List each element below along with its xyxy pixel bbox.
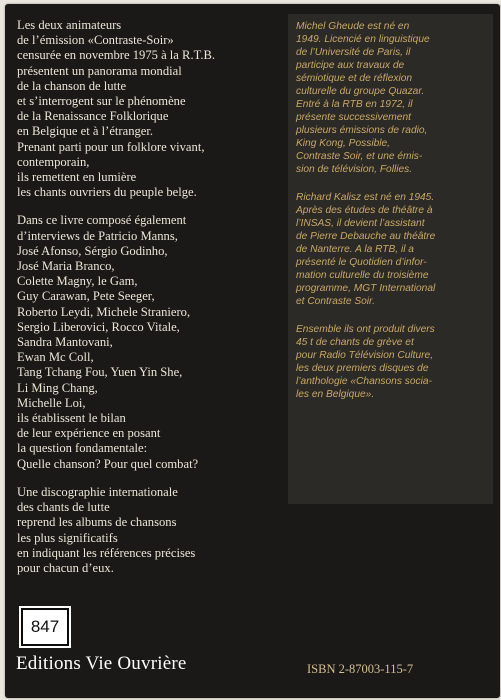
text-line: sion de télévision, Follies. xyxy=(296,164,413,175)
text-line: présenté le Quotidien d’infor- xyxy=(296,257,427,268)
synopsis-paragraph-2 xyxy=(17,213,287,471)
text-line: King Kong, Possible, xyxy=(296,138,391,149)
text-line: l’anthologie «Chansons socia- xyxy=(296,376,432,387)
synopsis-text xyxy=(17,18,287,589)
text-line: contemporain, xyxy=(17,154,90,169)
text-line: reprend les albums de chansons xyxy=(17,515,177,530)
text-line: et s’interrogent sur le phénomène xyxy=(17,94,186,109)
text-line: les en Belgique». xyxy=(296,389,375,400)
text-line: Sergio Liberovici, Rocco Vitale, xyxy=(17,319,180,334)
text-line: Roberto Leydi, Michele Straniero, xyxy=(17,304,191,319)
text-line: en Belgique et à l’étranger. xyxy=(17,124,154,139)
text-line: Dans ce livre composé également xyxy=(17,213,187,228)
text-line: Entré à la RTB en 1972, il xyxy=(296,99,413,110)
text-line: de la Renaissance Folklorique xyxy=(17,109,169,124)
isbn-number: ISBN 2-87003-115-7 xyxy=(307,662,414,676)
text-line: de l’émission «Contraste-Soir» xyxy=(17,33,174,48)
text-line: Li Ming Chang, xyxy=(17,380,98,395)
text-line: Sandra Mantovani, xyxy=(17,335,113,350)
catalog-number-label: 847 xyxy=(21,608,69,646)
bio-paragraph-2 xyxy=(296,191,487,308)
publisher-name: Editions Vie Ouvrière xyxy=(16,653,187,674)
text-line: José Maria Branco, xyxy=(17,259,115,274)
text-line: les plus significatifs xyxy=(17,530,118,545)
text-line: de Nanterre. A la RTB, il a xyxy=(296,244,414,255)
text-line: Une discographie internationale xyxy=(17,484,178,499)
text-line: 45 t de chants de grève et xyxy=(296,337,414,348)
text-line: en indiquant les références précises xyxy=(17,545,196,560)
text-line: sémiotique et de réflexion xyxy=(296,73,413,84)
text-line: Après des études de théâtre à xyxy=(296,205,433,216)
text-line: de l’Université de Paris, il xyxy=(296,47,411,58)
text-line: 1949. Licencié en linguistique xyxy=(296,34,430,45)
text-line: Ensemble ils ont produit divers xyxy=(296,324,435,335)
text-line: Guy Carawan, Pete Seeger, xyxy=(17,289,155,304)
text-line: programme, MGT International xyxy=(296,283,436,294)
text-line: d’interviews de Patricio Manns, xyxy=(17,228,178,243)
text-line: et Contraste Soir. xyxy=(296,296,375,307)
text-line: Michelle Loi, xyxy=(17,395,86,410)
book-back-cover xyxy=(5,4,500,698)
text-line: les chants ouvriers du peuple belge. xyxy=(17,185,197,200)
text-line: Ewan Mc Coll, xyxy=(17,350,94,365)
text-line: l’INSAS, il devient l’assistant xyxy=(296,218,425,229)
text-line: culturelle du groupe Quazar. xyxy=(296,86,425,97)
text-line: de la chanson de lutte xyxy=(17,78,127,93)
text-line: pour chacun d’eux. xyxy=(17,560,114,575)
text-line: mation culturelle du troisième xyxy=(296,270,429,281)
text-line: Tang Tchang Fou, Yuen Yin She, xyxy=(17,365,183,380)
text-line: Prenant parti pour un folklore vivant, xyxy=(17,139,205,154)
text-line: présente successivement xyxy=(296,112,411,123)
text-line: José Afonso, Sérgio Godinho, xyxy=(17,243,168,258)
synopsis-paragraph-1 xyxy=(17,18,287,200)
text-line: les deux premiers disques de xyxy=(296,363,429,374)
text-line: de Pierre Debauche au théâtre xyxy=(296,231,436,242)
text-line: Colette Magny, le Gam, xyxy=(17,274,138,289)
text-line: la question fondamentale: xyxy=(17,441,148,456)
text-line: de leur expérience en posant xyxy=(17,426,161,441)
bio-paragraph-3 xyxy=(296,323,487,401)
text-line: Michel Gheude est né en xyxy=(296,21,410,32)
text-line: participe aux travaux de xyxy=(296,60,405,71)
text-line: Richard Kalisz est né en 1945. xyxy=(296,192,435,203)
text-line: pour Radio Télévision Culture, xyxy=(296,350,434,361)
text-line: plusieurs émissions de radio, xyxy=(296,125,428,136)
synopsis-paragraph-3 xyxy=(17,485,287,576)
bio-paragraph-1 xyxy=(296,20,487,176)
text-line: Contraste Soir, et une émis- xyxy=(296,151,423,162)
text-line: présentent un panorama mondial xyxy=(17,63,182,78)
text-line: Quelle chanson? Pour quel combat? xyxy=(17,456,199,471)
text-line: Les deux animateurs xyxy=(17,18,122,32)
text-line: censurée en novembre 1975 à la R.T.B. xyxy=(17,48,216,63)
author-bio-panel xyxy=(288,14,493,504)
text-line: ils établissent le bilan xyxy=(17,411,126,426)
text-line: des chants de lutte xyxy=(17,500,110,515)
text-line: ils remettent en lumière xyxy=(17,170,137,185)
